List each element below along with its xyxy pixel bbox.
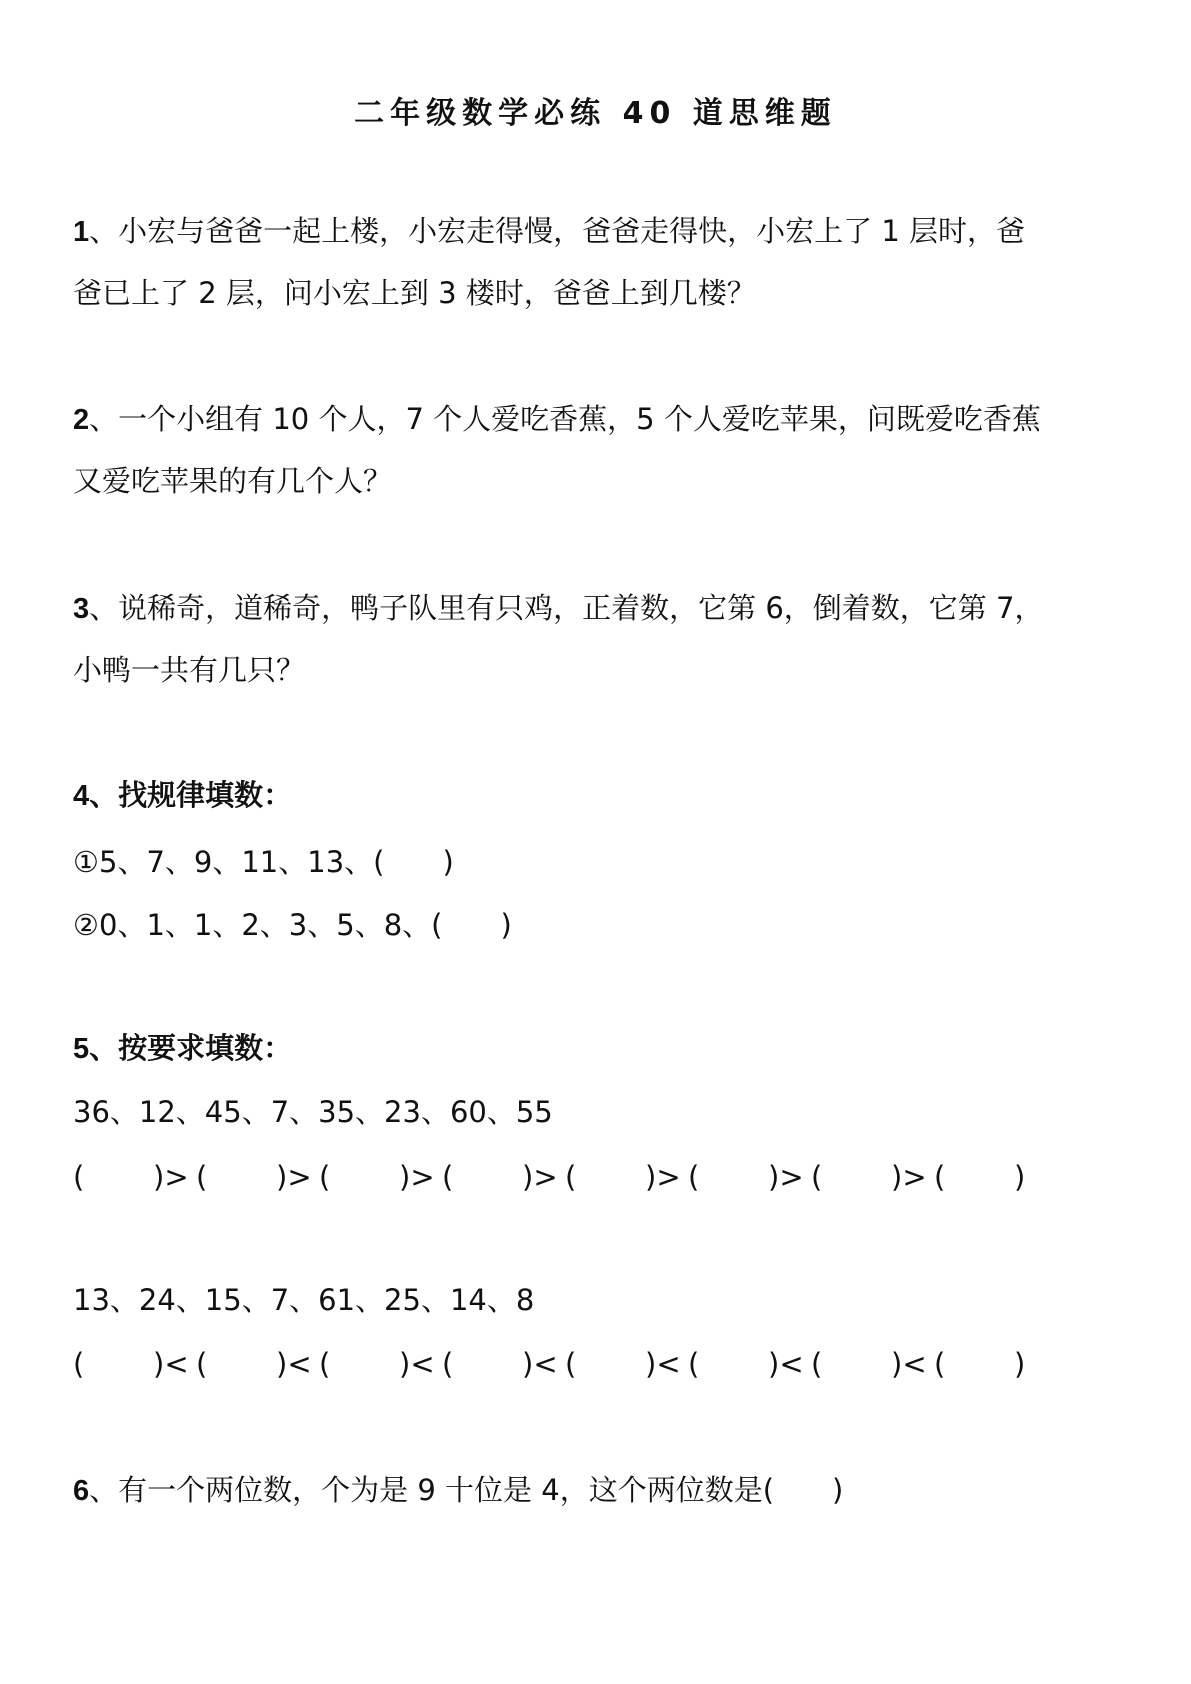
- question-1-line-1: [73, 214, 1025, 249]
- question-4-sequence-1: ①5、7、9、11、13、( ): [73, 845, 454, 879]
- answer-blank-close-with-comparator: )<: [891, 1347, 927, 1381]
- question-5-heading: [73, 1031, 292, 1066]
- answer-blank-open: (: [73, 1347, 85, 1381]
- question-5-set-1: 36、12、45、7、35、23、60、55: [73, 1095, 553, 1129]
- answer-blank-open: (: [319, 1160, 331, 1194]
- answer-blank-close-with-comparator: )>: [768, 1160, 804, 1194]
- question-text: 、有一个两位数，个为是 9 十位是 4，这个两位数是( ): [89, 1473, 844, 1507]
- page-title: 二年级数学必练 40 道思维题: [354, 96, 837, 131]
- answer-blank-open: (: [688, 1160, 700, 1194]
- answer-blank-close: ): [1014, 1160, 1026, 1194]
- question-number: 1: [73, 216, 90, 248]
- question-1-line-2: 爸已上了 2 层，问小宏上到 3 楼时，爸爸上到几楼？: [73, 276, 756, 310]
- answer-blank-open: (: [934, 1160, 946, 1194]
- answer-blank-open: (: [319, 1347, 331, 1381]
- question-6: [73, 1473, 843, 1508]
- question-number: 3: [73, 593, 90, 625]
- answer-blank-close-with-comparator: )>: [891, 1160, 927, 1194]
- answer-blank-open: (: [565, 1160, 577, 1194]
- question-4-sequence-2: ②0、1、1、2、3、5、8、( ): [73, 908, 512, 942]
- answer-blank-close-with-comparator: )<: [645, 1347, 681, 1381]
- question-text: 、说稀奇，道稀奇，鸭子队里有只鸡，正着数，它第 6，倒着数，它第 7，: [89, 591, 1044, 625]
- answer-blank-open: (: [811, 1347, 823, 1381]
- question-3-line-1: [73, 591, 1043, 626]
- answer-blank-close-with-comparator: )>: [645, 1160, 681, 1194]
- question-3-line-2: 小鸭一共有几只？: [73, 653, 306, 687]
- answer-blank-open: (: [688, 1347, 700, 1381]
- question-text: 、按要求填数：: [89, 1031, 293, 1065]
- answer-blank-close-with-comparator: )<: [522, 1347, 558, 1381]
- question-number: 4: [73, 780, 90, 812]
- question-2-line-2: 又爱吃苹果的有几个人？: [73, 464, 393, 498]
- answer-blank-open: (: [565, 1347, 577, 1381]
- question-text: 、找规律填数：: [89, 778, 293, 812]
- answer-blank-open: (: [811, 1160, 823, 1194]
- question-text: 、小宏与爸爸一起上楼，小宏走得慢，爸爸走得快，小宏上了 1 层时，爸: [89, 214, 1026, 248]
- answer-blank-close-with-comparator: )>: [522, 1160, 558, 1194]
- answer-blank-close-with-comparator: )>: [399, 1160, 435, 1194]
- answer-blank-close-with-comparator: )>: [276, 1160, 312, 1194]
- question-text: 、一个小组有 10 个人，7 个人爱吃香蕉，5 个人爱吃苹果，问既爱吃香蕉: [89, 402, 1041, 436]
- answer-blank-open: (: [73, 1160, 85, 1194]
- answer-blank-close-with-comparator: )<: [399, 1347, 435, 1381]
- question-number: 5: [73, 1033, 90, 1065]
- answer-blank-close: ): [1014, 1347, 1026, 1381]
- answer-blank-close-with-comparator: )>: [153, 1160, 189, 1194]
- answer-blank-open: (: [196, 1160, 208, 1194]
- answer-blank-close-with-comparator: )<: [153, 1347, 189, 1381]
- question-5-set-2: 13、24、15、7、61、25、14、8: [73, 1283, 535, 1317]
- answer-blank-open: (: [442, 1160, 454, 1194]
- answer-blank-open: (: [442, 1347, 454, 1381]
- answer-blank-close-with-comparator: )<: [768, 1347, 804, 1381]
- answer-blank-open: (: [196, 1347, 208, 1381]
- question-4-heading: [73, 778, 292, 813]
- question-2-line-1: [73, 402, 1041, 437]
- question-number: 2: [73, 404, 90, 436]
- question-number: 6: [73, 1475, 90, 1507]
- answer-blank-close-with-comparator: )<: [276, 1347, 312, 1381]
- answer-blank-open: (: [934, 1347, 946, 1381]
